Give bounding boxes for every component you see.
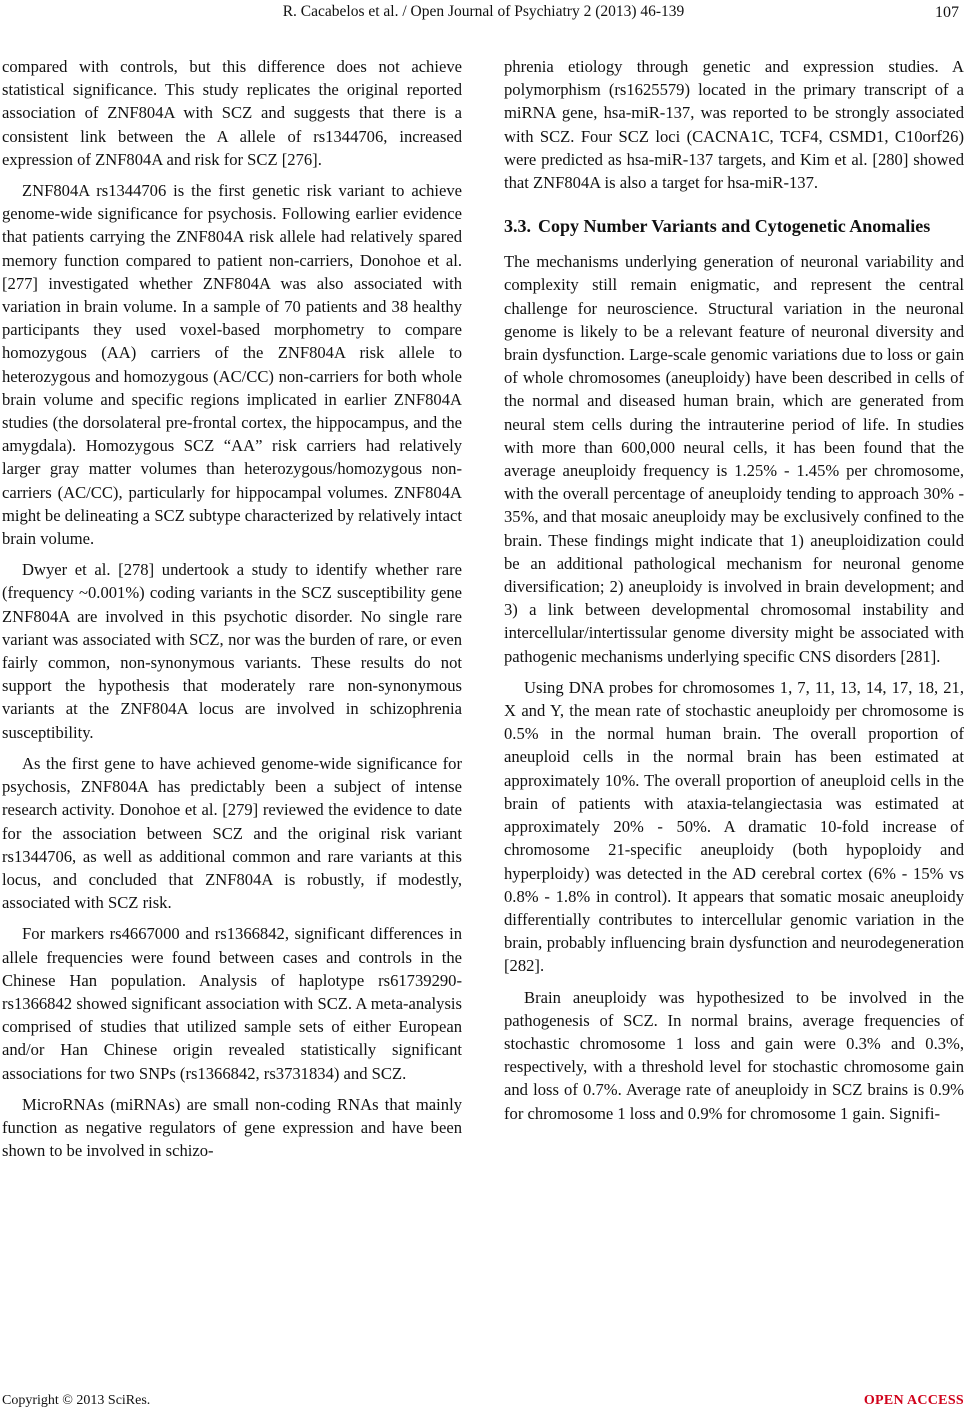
section-number: 3.3. [504,216,531,237]
paragraph-continuation: phrenia etiology through genetic and expression studies. A polymorphism (rs1625579) located in the primary transcript of a miRNA gene, hsa-miR-137, was reported to be strongly associated with SCZ. Four SCZ loci (CACNA1C, TCF4, CSMD1, C10orf26) were predicted as hsa-miR-137 targets, and Kim et al. [280] showed that ZNF804A is also a target for hsa-miR-137. [504,57,964,193]
paragraph: ZNF804A rs1344706 is the first genetic risk variant to achieve genome-wide significance for psychosis. Following earlier evidence that patients carrying the ZNF804A risk allele had relatively spared memory function compared to patient non-carriers, Donohoe et al. [277] investigated whether ZNF804A was also associated with variation in brain volume. In a sample of 70 patients and 38 healthy participants they used voxel-based morphometry to compare homozygous (AA) carriers of the ZNF804A risk allele to heterozygous and homozygous (AC/CC) non-carriers for both whole brain volume and specific regions implicated in earlier ZNF804A studies (the dorsolateral pre-frontal cortex, the hippocampus, and the amygdala). Homozygous SCZ “AA” risk carriers had relatively larger gray matter volumes than heterozygous/homozygous non-carriers (AC/CC), particularly for hippocampal volumes. ZNF804A might be delineating a SCZ subtype characterized by relatively intact brain volume. [2,181,462,549]
open-access-badge: OPEN ACCESS [863,1393,964,1408]
section-title: Copy Number Variants and Cytogenetic Anomalies [538,216,931,237]
copyright-notice: Copyright © 2013 SciRes. [2,1393,151,1408]
paragraph: For markers rs4667000 and rs1366842, significant differences in allele frequencies were found between cases and controls in the Chinese Han population. Analysis of haplotype rs61739290-rs1366842 showed significant association with SCZ. A meta-analysis comprised of studies that utilized sample sets of either European and/or Han Chinese origin revealed statistically significant associations for two SNPs (rs1366842, rs3731834) and SCZ. [2,924,462,1083]
paragraph: As the first gene to have achieved genome-wide significance for psychosis, ZNF804A has predictably been a subject of intense research activity. Donohoe et al. [279] reviewed the evidence to date for the association between SCZ and the original risk variant rs1344706, as well as additional common and rare variants at this locus, and concluded that ZNF804A is robustly, if modestly, associated with SCZ risk. [2,753,462,913]
paragraph: Dwyer et al. [278] undertook a study to identify whether rare (frequency ~0.001%) coding variants in the SCZ susceptibility gene ZNF804A are involved in this psychotic disorder. No single rare variant was associated with SCZ, nor was the burden of rare, or even fairly common, non-synonymous variants. These results do not support the hypothesis that moderately rare non-synonymous variants at the ZNF804A locus are involved in schizophrenia susceptibility. [2,560,462,742]
paragraph: Using DNA probes for chromosomes 1, 7, 11, 13, 14, 17, 18, 21, X and Y, the mean rate of stochastic aneuploidy per chromosome is 0.5% in the normal human brain. The overall proportion of aneuploid cells in the normal brain has been estimated at approximately 10%. The overall proportion of aneuploid cells in the brain of patients with ataxia-telangiectasia was estimated at approximately 20% - 50%. A dramatic 10-fold increase of chromosome 21-specific aneuploidy (both hypoploidy and hyperploidy) was detected in the AD cerebral cortex (6% - 15% vs 0.8% - 1.8% in control). It appears that somatic mosaic aneuploidy differentially contributes to intercellular genomic variation in the brain, probably influencing brain dysfunction and neurodegeneration [282]. [504,677,964,976]
paragraph: compared with controls, but this difference does not achieve statistical significance. This study replicates the original reported association of ZNF804A with SCZ and suggests that there is a consistent link between the A allele of rs1344706, increased expression of ZNF804A and risk for SCZ [276]. [2,57,462,169]
paragraph: MicroRNAs (miRNAs) are small non-coding RNAs that mainly function as negative regulators of gene expression and have been shown to be involved in schizo- [2,1094,462,1161]
page-number: 107 [935,4,959,21]
paragraph: Brain aneuploidy was hypothesized to be involved in the pathogenesis of SCZ. In normal brains, average frequencies of stochastic chromosome 1 loss and gain were 0.3% and 0.3%, respectively, with a threshold level for stochastic chromosome gain and loss of 0.7%. Average rate of aneuploidy in SCZ brains is 0.9% for chromosome 1 loss and 0.9% for chromosome 1 gain. Signifi- [504,987,964,1123]
section-heading [504,214,964,238]
running-header: R. Cacabelos et al. / Open Journal of Psychiatry 2 (2013) 46-139 [282,3,685,20]
paragraph: The mechanisms underlying generation of neuronal variability and complexity still remain enigmatic, and represent the central challenge for neuroscience. Structural variation in the neuronal genome is likely to be a relevant feature of neuronal diversity and brain dysfunction. Large-scale genomic variations due to loss or gain of whole chromosomes (aneuploidy) have been described in cells of the normal and diseased human brain, which are generated from neural stem cells during the intrauterine period of life. In studies with more than 600,000 neural cells, it has been found that the average aneuploidy frequency is 1.25% - 1.45% per chromosome, with the overall percentage of aneuploidy tending to approach 30% - 35%, and that mosaic aneuploidy may be exclusively confined to the brain. These findings might indicate that 1) aneuploidization could be an additional pathological mechanism for neuronal genome diversification; 2) aneuploidy is involved in brain development; and 3) a link between developmental chromosomal instability and intercellular/intertissular genome diversity might be associated with pathogenic mechanisms underlying specific CNS disorders [281]. [504,252,964,666]
left-column [2,55,462,1162]
right-column [504,55,964,1125]
